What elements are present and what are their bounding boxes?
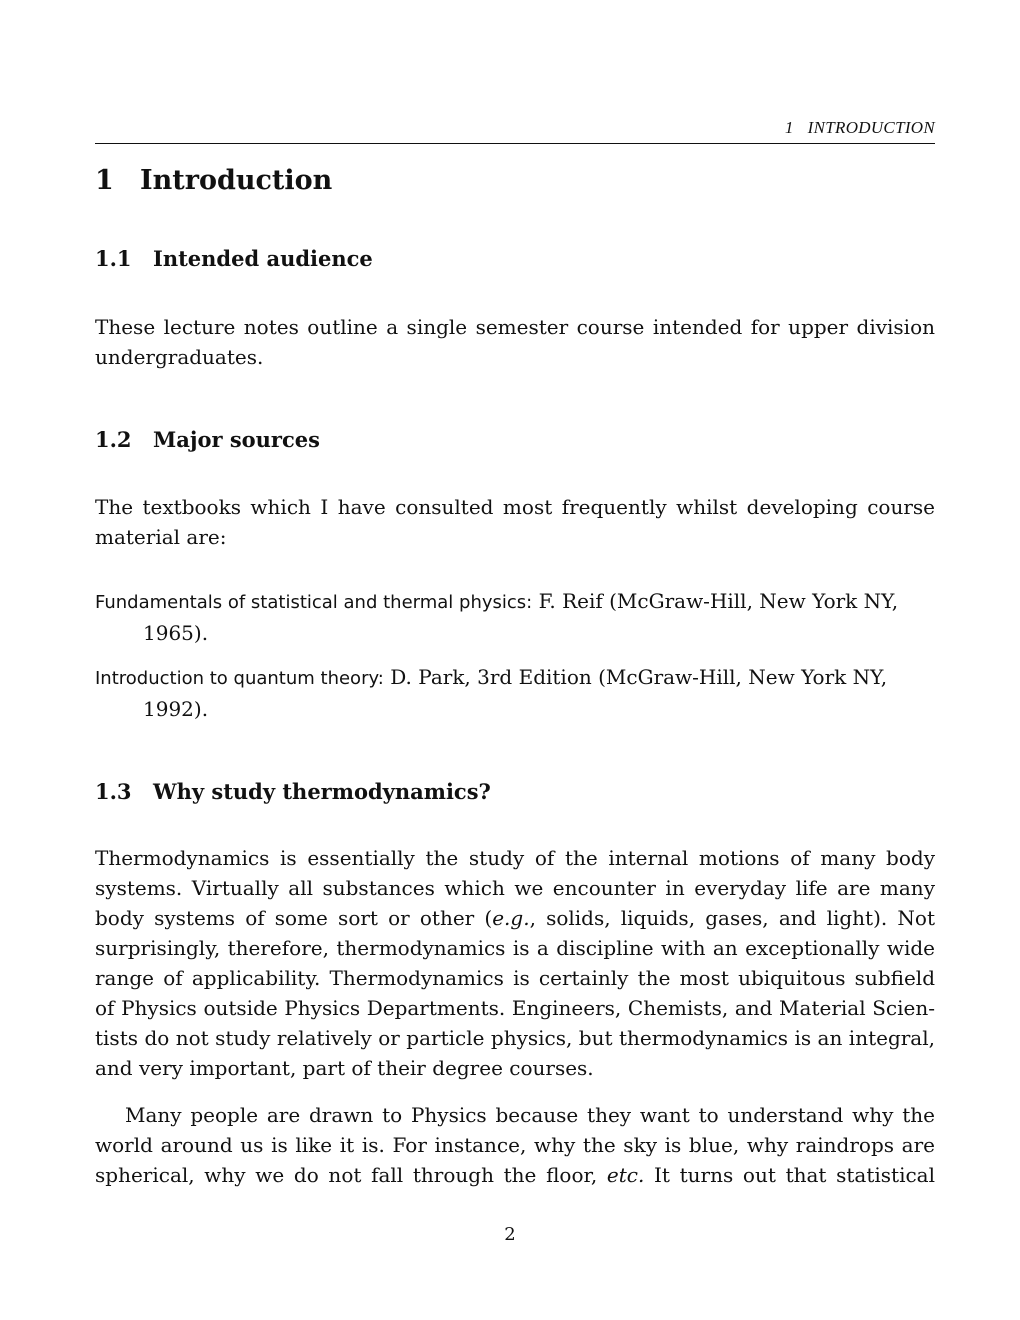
section-title: Intended audience <box>153 246 373 271</box>
section-heading <box>95 427 320 452</box>
text-fragment: spherical, why we do not fall through the floor, <box>95 1163 607 1187</box>
running-head-number: 1 <box>784 118 794 137</box>
text-line: These lecture notes outline a single semester course intended for upper division <box>95 315 935 339</box>
chapter-number: 1 <box>95 165 114 196</box>
section-heading <box>95 246 373 271</box>
text-fragment: , solids, liquids, gases, and light). Not <box>529 906 935 930</box>
reference-line <box>95 662 935 694</box>
text-line: systems. Virtually all substances which we encounter in everyday life are many <box>95 876 935 900</box>
paragraph <box>95 1100 935 1190</box>
paragraph <box>95 843 935 1083</box>
section-number: 1.1 <box>95 246 132 271</box>
running-head-title: INTRODUCTION <box>807 118 935 137</box>
text-line: world around us is like it is. For instance, why the sky is blue, why raindrops are <box>95 1133 935 1157</box>
text-line: and very important, part of their degree courses. <box>95 1056 594 1080</box>
text-line: The textbooks which I have consulted most frequently whilst developing course <box>95 495 935 519</box>
text-line: Thermodynamics is essentially the study of the internal motions of many body <box>95 846 935 870</box>
reference-title: Introduction to quantum theory: <box>95 668 384 689</box>
text-line: Many people are drawn to Physics because they want to understand why the <box>125 1103 935 1127</box>
section-number: 1.3 <box>95 779 132 804</box>
paragraph <box>95 492 935 552</box>
reference-title: Fundamentals of statistical and thermal physics: <box>95 592 533 613</box>
chapter-title: Introduction <box>140 165 333 196</box>
reference-details: F. Reif (McGraw-Hill, New York NY, <box>538 589 899 613</box>
text-line: undergraduates. <box>95 345 264 369</box>
reference-item <box>95 662 935 724</box>
text-line: tists do not study relatively or particle physics, but thermodynamics is an integral, <box>95 1026 935 1050</box>
reference-details: 1992). <box>143 697 209 721</box>
text-line: surprisingly, therefore, thermodynamics is a discipline with an exceptionally wide <box>95 936 935 960</box>
text-line <box>95 1160 935 1190</box>
text-line <box>95 903 935 933</box>
text-fragment: It turns out that statistical <box>644 1163 935 1187</box>
text-line: of Physics outside Physics Departments. Engineers, Chemists, and Material Scien- <box>95 996 935 1020</box>
page-number: 2 <box>504 1224 516 1245</box>
chapter-heading <box>95 165 332 196</box>
text-line: range of applicability. Thermodynamics is certainly the most ubiquitous subfield <box>95 966 935 990</box>
reference-details: 1965). <box>143 621 209 645</box>
section-heading <box>95 779 491 804</box>
section-title: Why study thermodynamics? <box>153 779 491 804</box>
header-rule <box>95 143 935 144</box>
emphasis: etc. <box>606 1163 645 1187</box>
running-head <box>95 118 935 138</box>
paragraph <box>95 312 935 372</box>
section-number: 1.2 <box>95 427 132 452</box>
emphasis: e.g. <box>492 906 530 930</box>
text-fragment: body systems of some sort or other ( <box>95 906 493 930</box>
reference-item <box>95 586 935 648</box>
text-line: material are: <box>95 525 227 549</box>
reference-line <box>95 586 935 618</box>
section-title: Major sources <box>153 427 320 452</box>
reference-details: D. Park, 3rd Edition (McGraw-Hill, New York NY, <box>390 665 888 689</box>
